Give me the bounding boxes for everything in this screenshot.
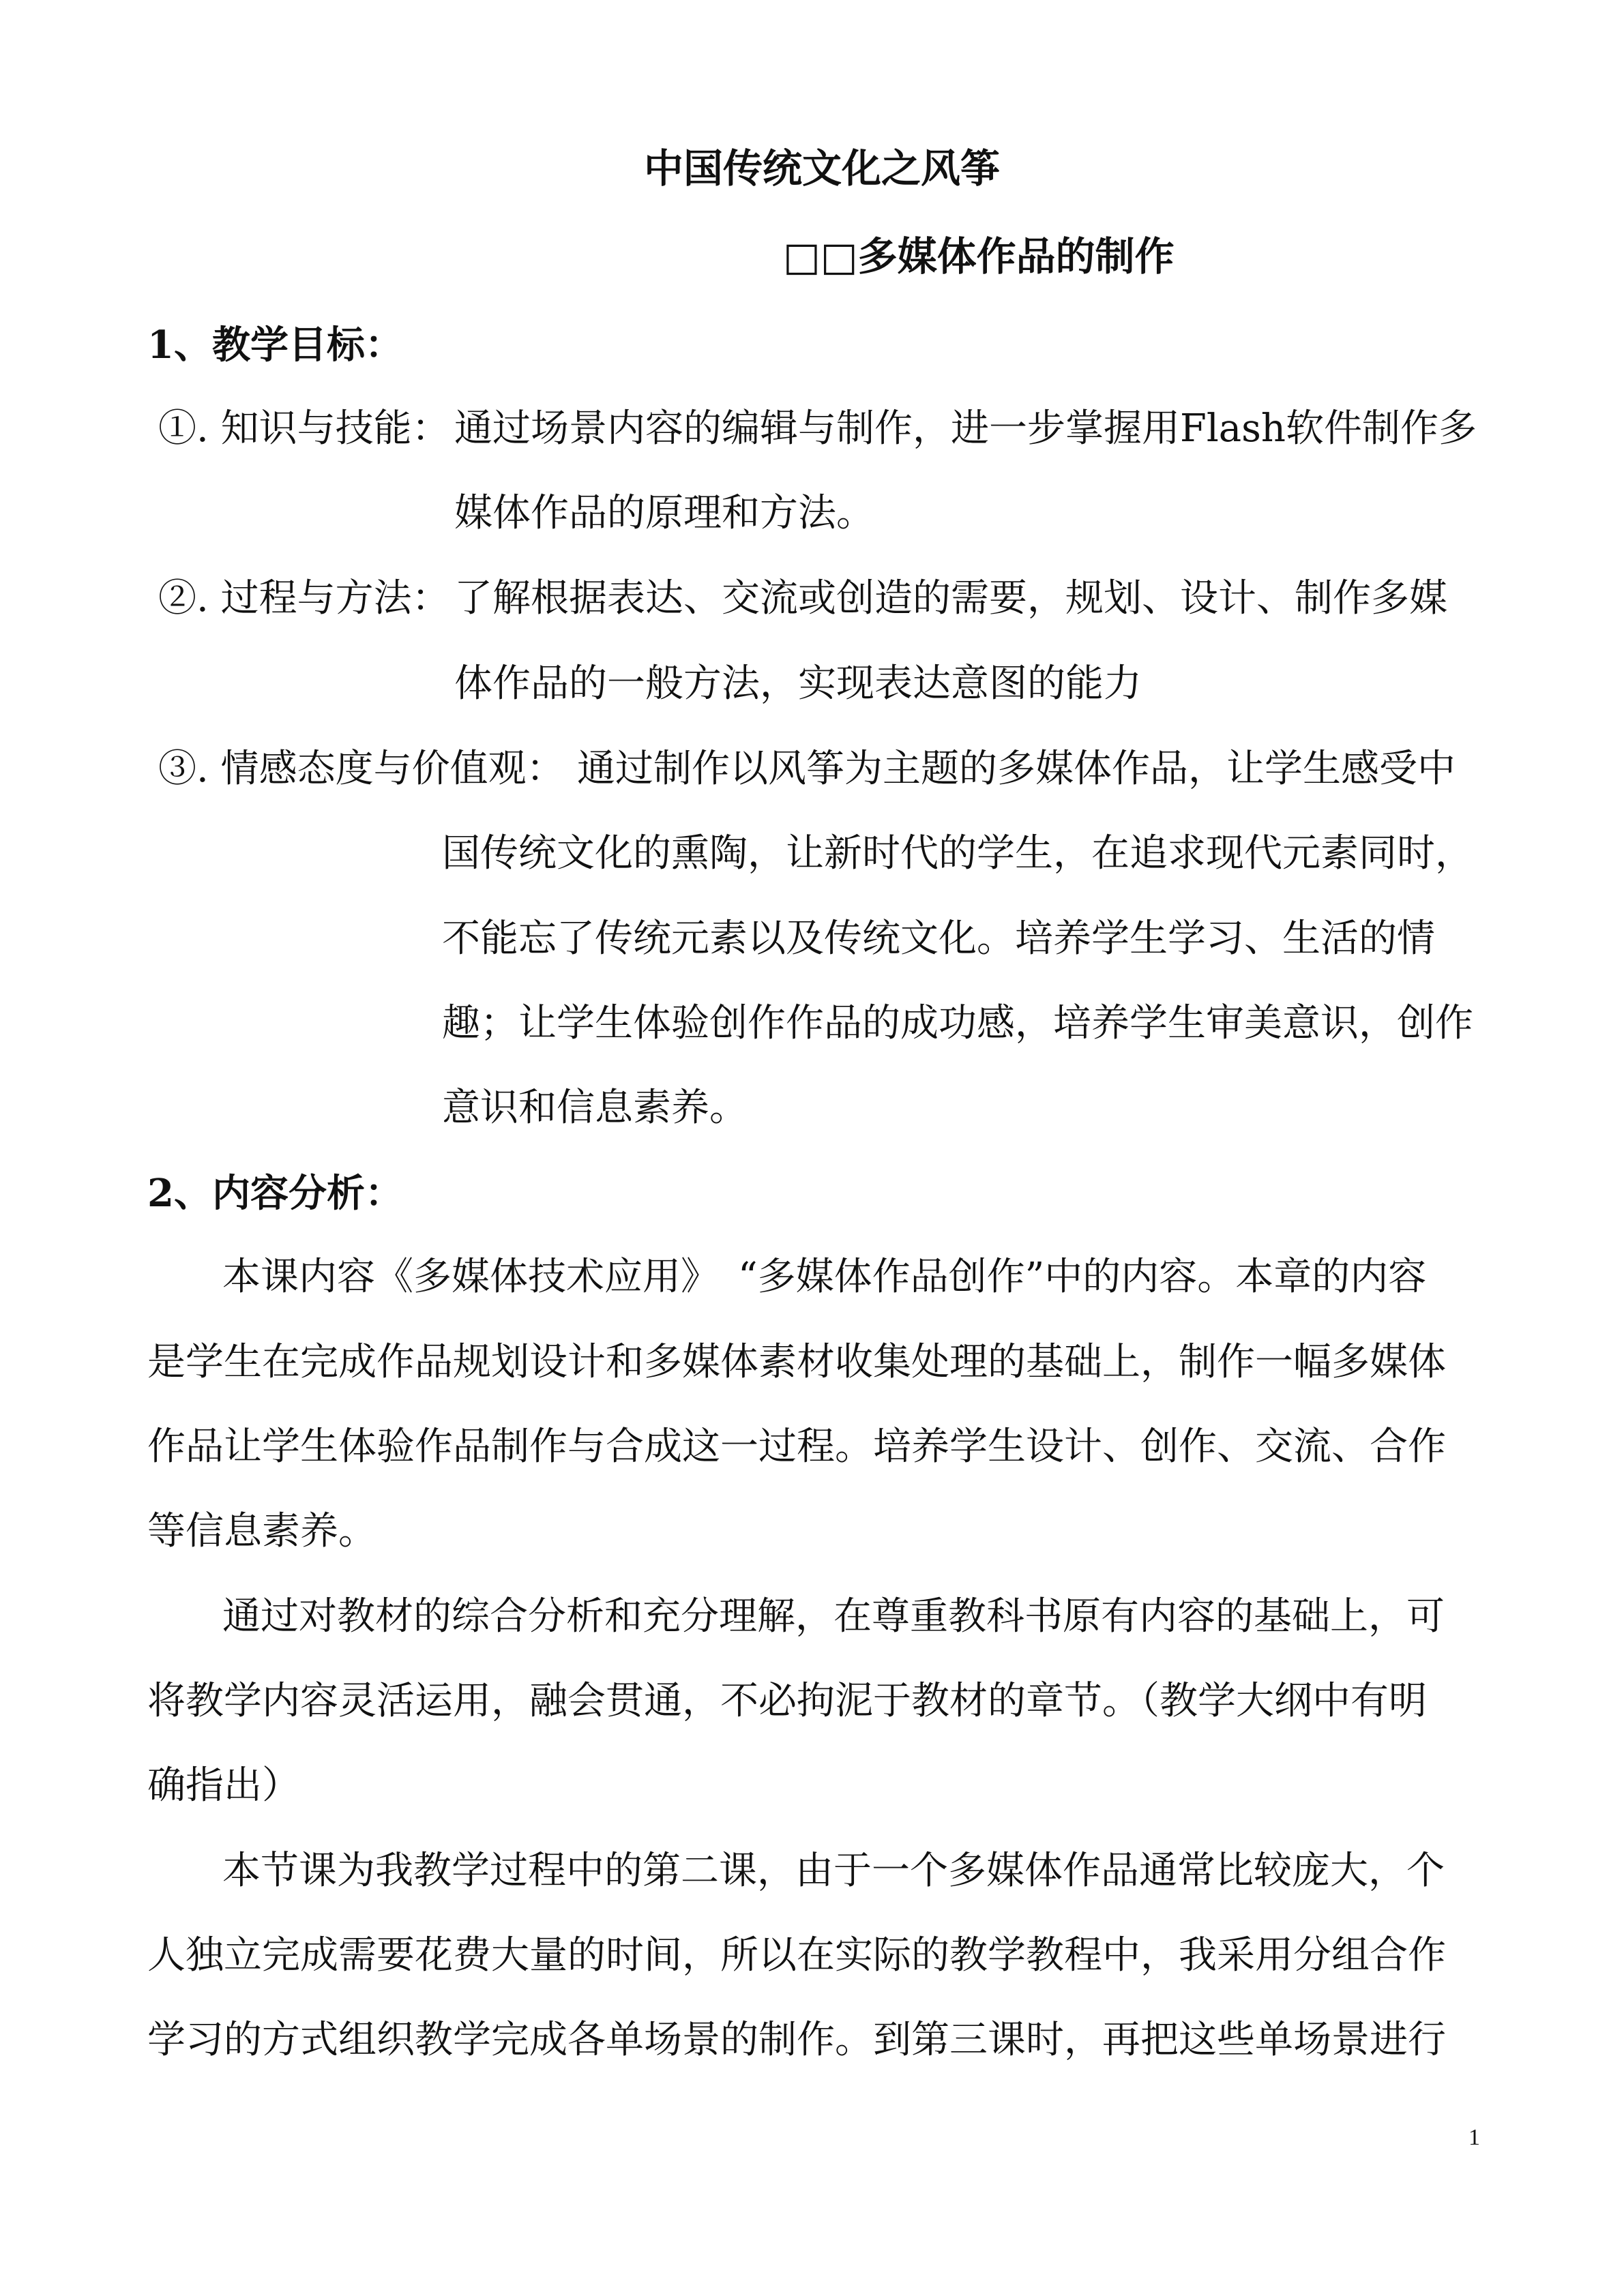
page-number: 1 bbox=[1468, 2125, 1480, 2150]
section-heading-content-analysis: 2、内容分析： bbox=[147, 1171, 403, 1216]
section-heading-objectives: 1、教学目标： bbox=[147, 323, 403, 368]
objective-knowledge-line-2: 媒体作品的原理和方法。 bbox=[454, 491, 874, 535]
paragraph-1-line-2: 是学生在完成作品规划设计和多媒体素材收集处理的基础上，制作一幅多媒体 bbox=[147, 1340, 1446, 1384]
objective-knowledge-label: ①. 知识与技能： bbox=[158, 406, 450, 451]
objective-process-line-2: 体作品的一般方法，实现表达意图的能力 bbox=[454, 661, 1142, 706]
objective-attitude-label: ③. 情感态度与价值观： bbox=[158, 747, 565, 791]
document-title: 中国传统文化之风筝 bbox=[644, 145, 1001, 192]
objective-process-label: ②. 过程与方法： bbox=[158, 576, 450, 621]
objective-attitude-line-5: 意识和信息素养。 bbox=[442, 1086, 748, 1130]
objective-attitude-line-3: 不能忘了传统元素以及传统文化。培养学生学习、生活的情 bbox=[442, 916, 1435, 961]
paragraph-3-line-3: 学习的方式组织教学完成各单场景的制作。到第三课时，再把这些单场景进行 bbox=[147, 2018, 1446, 2062]
objective-attitude-line-1: 通过制作以风筝为主题的多媒体作品，让学生感受中 bbox=[577, 747, 1456, 791]
objective-attitude-line-4: 趣；让学生体验创作作品的成功感，培养学生审美意识，创作 bbox=[442, 1001, 1473, 1045]
paragraph-3-line-2: 人独立完成需要花费大量的时间，所以在实际的教学教程中，我采用分组合作 bbox=[147, 1933, 1446, 1978]
document-subtitle: □□多媒体作品的制作 bbox=[783, 233, 1175, 280]
paragraph-2-line-3: 确指出） bbox=[147, 1763, 300, 1808]
paragraph-3-line-1: 本节课为我教学过程中的第二课，由于一个多媒体作品通常比较庞大，个 bbox=[222, 1849, 1445, 1893]
paragraph-2-line-2: 将教学内容灵活运用，融会贯通，不必拘泥于教材的章节。（教学大纲中有明 bbox=[147, 1679, 1427, 1723]
paragraph-2-line-1: 通过对教材的综合分析和充分理解，在尊重教科书原有内容的基础上，可 bbox=[222, 1594, 1445, 1639]
objective-attitude-line-2: 国传统文化的熏陶，让新时代的学生，在追求现代元素同时， bbox=[442, 831, 1473, 876]
paragraph-1-line-3: 作品让学生体验作品制作与合成这一过程。培养学生设计、创作、交流、合作 bbox=[147, 1425, 1446, 1469]
objective-knowledge-line-1: 通过场景内容的编辑与制作，进一步掌握用Flash软件制作多 bbox=[454, 406, 1477, 451]
paragraph-1-line-1: 本课内容《多媒体技术应用》 “多媒体作品创作”中的内容。本章的内容 bbox=[222, 1255, 1427, 1299]
objective-process-line-1: 了解根据表达、交流或创造的需要，规划、设计、制作多媒 bbox=[454, 576, 1447, 621]
paragraph-1-line-4: 等信息素养。 bbox=[147, 1509, 377, 1553]
